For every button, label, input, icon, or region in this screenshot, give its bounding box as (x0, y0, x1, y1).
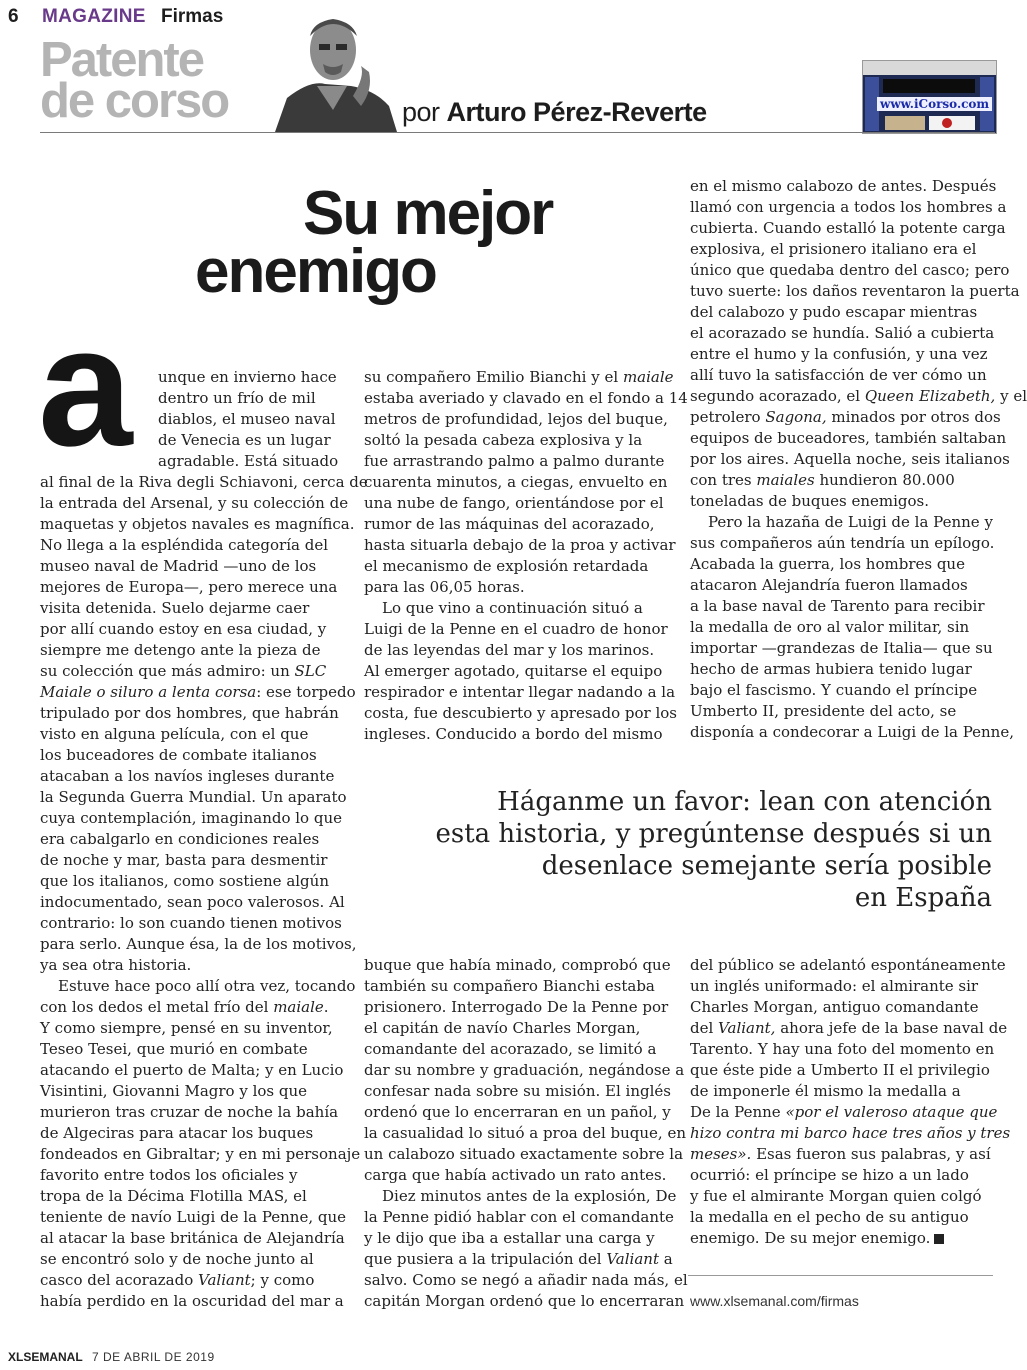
text-line: estaba averiado y clavado en el fondo a 14 (364, 389, 688, 407)
text-line: salvo. Como se negó a añadir nada más, el (364, 1271, 688, 1289)
text-span: De la Penne (690, 1103, 786, 1121)
italic-term: Valiant (606, 1250, 659, 1268)
end-of-article-mark (934, 1234, 944, 1244)
text-line (40, 1270, 368, 1291)
text-line: siempre me detengo ante la pieza de (40, 641, 321, 659)
text-line: tropa de la Décima Flotilla MAS, el (40, 1187, 307, 1205)
text-line: sus compañeros aún tendría un epílogo. (690, 534, 995, 552)
drop-cap: a (38, 292, 133, 482)
column-name-line2: de corso (40, 74, 229, 128)
text-line: soltó la pesada cabeza explosiva y la (364, 431, 643, 449)
text-line: hecho de armas hubiera tenido lugar (690, 660, 972, 678)
text-line (40, 997, 368, 1018)
text-line: diablos, el museo naval (158, 410, 336, 428)
text-line: había perdido en la oscuridad del mar a (40, 1292, 344, 1310)
text-line: Al emerger agotado, quitarse el equipo (364, 662, 663, 680)
text-line: un inglés uniformado: el almirante sir (690, 977, 979, 995)
column-name-line1: Patente (40, 33, 204, 87)
italic-term: maiale (622, 368, 674, 386)
text-line: carga que había activado un rato antes. (364, 1166, 667, 1184)
text-line: respirador e intentar llegar nadando a la (364, 683, 676, 701)
text-line: del calabozo y pudo escapar mientras (690, 303, 978, 321)
text-line: Acabada la guerra, los hombres que (690, 555, 965, 573)
pull-quote (435, 786, 992, 914)
text-line: indocumentado, sean poco valerosos. Al (40, 893, 345, 911)
text-line: Charles Morgan, antiguo comandante (690, 998, 979, 1016)
text-line: se encontró solo y de noche junto al (40, 1250, 314, 1268)
magazine-brand: XLSEMANAL (8, 1350, 83, 1364)
text-span: minados por otros dos (826, 408, 1001, 426)
text-line: fue arrastrando palmo a palmo durante (364, 452, 665, 470)
text-line: comandante del acorazado, se limitó a (364, 1040, 657, 1058)
article-column-3-bottom (690, 955, 1010, 1249)
text-line: maquetas y objetos navales es magnífica. (40, 515, 355, 533)
text-span: ahora jefe de la base naval de (775, 1019, 1008, 1037)
text-line (40, 682, 368, 703)
italic-term: maiale (273, 998, 324, 1016)
text-line: Lo que vino a continuación situó a (382, 599, 643, 617)
text-line: y fue el almirante Morgan quien colgó (690, 1187, 982, 1205)
italic-term: Sagona, (765, 408, 827, 426)
italic-term: maiales (756, 471, 815, 489)
text-line: explosiva, el prisionero italiano era el (690, 240, 977, 258)
italic-term: Valiant (198, 1271, 251, 1289)
text-span: su compañero Emilio Bianchi y el (364, 368, 623, 386)
header-rule (40, 132, 995, 133)
headline-line2: enemigo (195, 237, 436, 306)
text-line: museo naval de Madrid —uno de los (40, 557, 317, 575)
text-line: era cabalgarlo en condiciones reales (40, 830, 320, 848)
text-line: atacaban a los navíos ingleses durante (40, 767, 335, 785)
text-line: en el mismo calabozo de antes. Después (690, 177, 997, 195)
text-span: casco del acorazado (40, 1271, 199, 1289)
text-line (690, 1123, 1010, 1144)
text-span: con los dedos el metal frío del (40, 998, 274, 1016)
pull-quote-line: desenlace semejante sería posible (541, 851, 992, 881)
article-column-1 (40, 367, 368, 1312)
text-line: que los italianos, como sostiene algún (40, 872, 329, 890)
article-column-2-bottom (364, 955, 688, 1312)
text-line: ocurrió: el príncipe se hizo a un lado (690, 1166, 969, 1184)
headline (195, 179, 553, 306)
italic-quote: meses». (690, 1145, 752, 1163)
italic-term: Queen Elizabeth, (864, 387, 996, 405)
italic-quote: hizo contra mi barco hace tres años y tres (690, 1124, 1011, 1142)
text-line: teniente de navío Luigi de la Penne, que (40, 1208, 347, 1226)
web-link[interactable]: www.xlsemanal.com/firmas (690, 1293, 859, 1309)
text-span: segundo acorazado, el (690, 387, 865, 405)
column-name (40, 33, 229, 128)
italic-term: Valiant, (718, 1019, 776, 1037)
pull-quote-line: Háganme un favor: lean con atención (497, 787, 992, 817)
text-line: visto en alguna película, con el que (40, 725, 309, 743)
text-line: los buceadores de combate italianos (40, 746, 317, 764)
text-line: visita detenida. Suelo dejarme caer (40, 599, 310, 617)
text-line: allí tuvo la satisfacción de ver cómo un (690, 366, 987, 384)
text-line: para las 06,05 horas. (364, 578, 525, 596)
text-line: cuya contemplación, imaginando lo que (40, 809, 342, 827)
text-span: y el (995, 387, 1027, 405)
text-line: tripulado por dos hombres, que habrán (40, 704, 339, 722)
italic-term: SLC (294, 662, 327, 680)
text-line: Umberto II, presidente del acto, se (690, 702, 957, 720)
text-line: disponía a condecorar a Luigi de la Penne, (690, 723, 1014, 741)
pull-quote-line: esta historia, y pregúntense después si un (435, 819, 992, 849)
text-line: por allí cuando estoy en esa ciudad, y (40, 620, 327, 638)
text-line: la medalla en el pecho de su antiguo (690, 1208, 969, 1226)
text-line: que éste pide a Umberto II el privilegio (690, 1061, 990, 1079)
text-line: rumor de las máquinas del acorazado, (364, 515, 655, 533)
pull-quote-line: en España (854, 883, 992, 913)
text-span: Esas fueron sus palabras, y así (751, 1145, 991, 1163)
text-line: un calabozo situado exactamente sobre la (364, 1145, 684, 1163)
text-span: ; y como (250, 1271, 315, 1289)
text-line: mejores de Europa—, pero merece una (40, 578, 338, 596)
text-line: el capitán de navío Charles Morgan, (364, 1019, 641, 1037)
text-line: cubierta. Cuando estalló la potente carga (690, 219, 1006, 237)
text-line: de las leyendas del mar y los marinos. (364, 641, 655, 659)
text-span: con tres (690, 471, 757, 489)
text-line (364, 367, 688, 388)
italic-quote: «por el valeroso ataque que (785, 1103, 998, 1121)
text-line: dentro un frío de mil (158, 389, 316, 407)
text-line: la Segunda Guerra Mundial. Un aparato (40, 788, 347, 806)
text-line: al final de la Riva degli Schiavoni, cerca de (40, 473, 368, 491)
author-name: Arturo Pérez-Reverte (446, 97, 707, 127)
text-line (690, 386, 1027, 407)
text-line: costa, fue descubierto y apresado por los (364, 704, 677, 722)
subsection-label: Firmas (161, 6, 224, 27)
text-line (690, 1018, 1010, 1039)
text-line: agradable. Está situado (158, 452, 339, 470)
text-line: prisionero. Interrogado De la Penne por (364, 998, 669, 1016)
text-span: . (323, 998, 329, 1016)
text-line: para serlo. Aunque ésa, la de los motivos, (40, 935, 357, 953)
text-line (690, 1228, 1010, 1249)
text-line: confesar nada sobre su misión. El inglés (364, 1082, 671, 1100)
text-span: : ese torpedo (256, 683, 356, 701)
text-line: metros de profundidad, lejos del buque, (364, 410, 668, 428)
text-line: entre el humo y la confusión, y una vez (690, 345, 988, 363)
text-line: capitán Morgan ordenó que lo encerraran (364, 1292, 685, 1310)
text-span: enemigo. De su mejor enemigo. (690, 1229, 931, 1247)
text-line: fondeados en Gibraltar; y en mi personaje (40, 1145, 361, 1163)
text-line: y le dijo que iba a estallar una carga y (364, 1229, 655, 1247)
text-line: buque que había minado, comprobó que (364, 956, 671, 974)
text-line: importar —grandezas de Italia— que su (690, 639, 993, 657)
text-line: al atacar la base británica de Alejandría (40, 1229, 345, 1247)
text-line: hasta situarla debajo de la proa y activar (364, 536, 676, 554)
text-line (40, 661, 368, 682)
text-line: Diez minutos antes de la explosión, De (382, 1187, 677, 1205)
text-line (690, 1144, 1010, 1165)
text-line: a la base naval de Tarento para recibir (690, 597, 985, 615)
text-line: Estuve hace poco allí otra vez, tocando (58, 977, 356, 995)
text-line: ordenó que lo encerraran en un pañol, y (364, 1103, 671, 1121)
text-span: su colección que más admiro: un (40, 662, 295, 680)
text-line: atacaron Alejandría fueron llamados (690, 576, 968, 594)
text-span: petrolero (690, 408, 766, 426)
text-line: de Venecia es un lugar (158, 431, 331, 449)
text-line: contrario: lo son cuando tienen motivos (40, 914, 342, 932)
text-line: Pero la hazaña de Luigi de la Penne y (708, 513, 993, 531)
text-line: la Penne pidió hablar con el comandante (364, 1208, 674, 1226)
byline-prefix: por (402, 97, 440, 127)
text-line (364, 1249, 688, 1270)
italic-term: Maiale o siluro a lenta corsa (40, 683, 257, 701)
text-line: el mecanismo de explosión retardada (364, 557, 649, 575)
text-line: llamó con urgencia a todos los hombres a (690, 198, 1007, 216)
text-line: la casualidad lo situó a proa del buque, en (364, 1124, 686, 1142)
text-line: único que quedaba dentro del casco; pero (690, 261, 1010, 279)
text-span: del (690, 1019, 719, 1037)
author-portrait (265, 6, 400, 132)
text-line: Teseo Tesei, que murió en combate (40, 1040, 308, 1058)
text-line: equipos de buceadores, también saltaban (690, 429, 1007, 447)
text-line: unque en invierno hace (158, 368, 337, 386)
text-line: también su compañero Bianchi estaba (364, 977, 655, 995)
headline-line1: Su mejor (303, 179, 553, 248)
text-line: toneladas de buques enemigos. (690, 492, 929, 510)
text-line: Tarento. Y hay una foto del momento en (690, 1040, 995, 1058)
section-label: MAGAZINE (42, 6, 146, 27)
website-url: www.iCorso.com (877, 97, 992, 111)
text-line: Luigi de la Penne en el cuadro de honor (364, 620, 668, 638)
text-span: a (658, 1250, 673, 1268)
text-line: de noche y mar, basta para desmentir (40, 851, 328, 869)
article-column-2-top (364, 367, 688, 745)
text-line: de imponerle él mismo la medalla a (690, 1082, 961, 1100)
footer-rule (688, 1275, 993, 1276)
text-line: la entrada del Arsenal, y su colección de (40, 494, 349, 512)
text-line: dar su nombre y graduación, negándose a (364, 1061, 685, 1079)
text-line: favorito entre todos los oficiales y (40, 1166, 298, 1184)
text-line: Visintini, Giovanni Magro y los que (40, 1082, 308, 1100)
text-line: ya sea otra historia. (40, 956, 192, 974)
text-span: que pusiera a la tripulación del (364, 1250, 607, 1268)
text-line: No llega a la espléndida categoría del (40, 536, 328, 554)
text-line: una nube de fango, orientándose por el (364, 494, 664, 512)
website-thumbnail (862, 60, 997, 134)
text-line: tuvo suerte: los daños reventaron la puerta (690, 282, 1020, 300)
text-line: bajo el fascismo. Y cuando el príncipe (690, 681, 978, 699)
issue-date: 7 DE ABRIL DE 2019 (92, 1350, 215, 1364)
text-line: del público se adelantó espontáneamente (690, 956, 1006, 974)
text-line (690, 1102, 1010, 1123)
text-line: de Algeciras para atacar los buques (40, 1124, 314, 1142)
text-line (690, 407, 1027, 428)
text-span: hundieron 80.000 (814, 471, 955, 489)
page-number: 6 (8, 6, 19, 27)
text-line: la medalla de oro al valor militar, sin (690, 618, 970, 636)
text-line: por los aires. Aquella noche, seis italianos (690, 450, 1010, 468)
article-column-3-top (690, 176, 1027, 743)
text-line: el acorazado se hundía. Salió a cubierta (690, 324, 995, 342)
text-line: murieron tras cruzar de noche la bahía (40, 1103, 339, 1121)
text-line: cuarenta minutos, a ciegas, envuelto en (364, 473, 668, 491)
byline (402, 97, 707, 128)
text-line: Y como siempre, pensé en su inventor, (40, 1019, 333, 1037)
text-line (690, 470, 1027, 491)
text-line: atacando el puerto de Malta; y en Lucio (40, 1061, 344, 1079)
text-line: ingleses. Conducido a bordo del mismo (364, 725, 663, 743)
